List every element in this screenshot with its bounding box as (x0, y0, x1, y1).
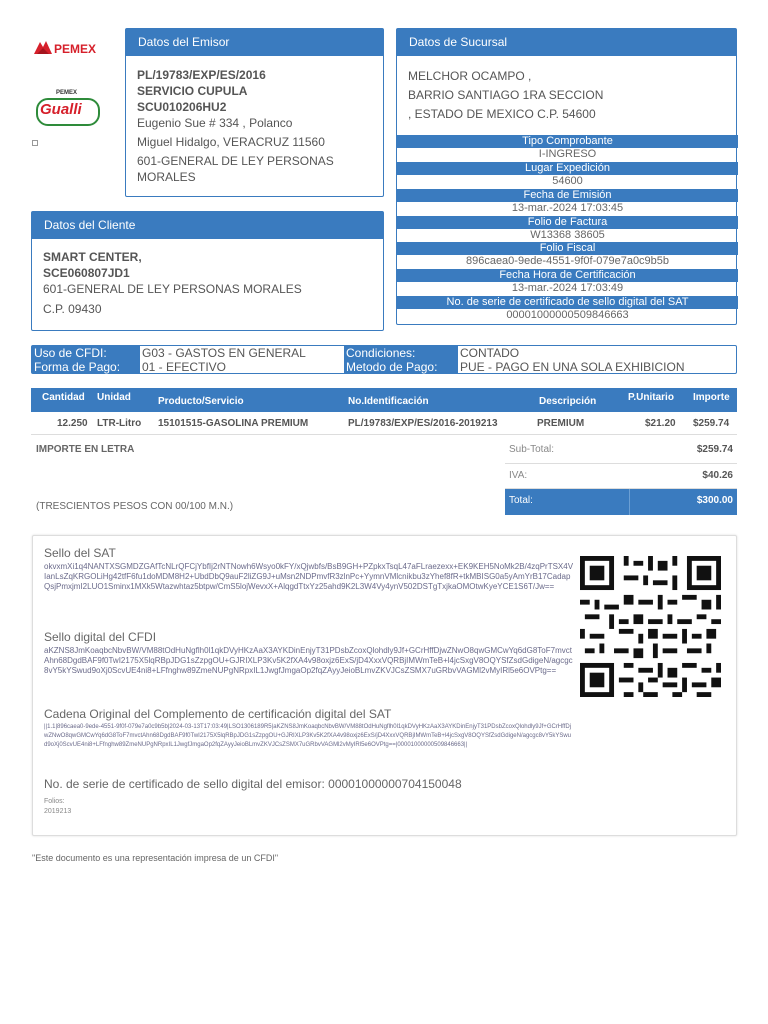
footer-note: "Este documento es una representación impresa de un CFDI" (32, 853, 279, 863)
row-unidad: LTR-Litro (97, 418, 142, 429)
row-cantidad: 12.250 (57, 418, 88, 429)
folios-label: Folios: (44, 798, 65, 805)
col-descripcion: Descripción (539, 396, 597, 407)
sucursal-line3: , ESTADO DE MEXICO C.P. 54600 (408, 107, 596, 121)
cliente-rfc: SCE060807JD1 (43, 266, 130, 280)
gualli-logo-top: PEMEX (56, 90, 78, 96)
forma-pago-value: 01 - EFECTIVO (142, 360, 227, 374)
fecha-emision-label: Fecha de Emisión (397, 189, 738, 202)
uso-cfdi-value: G03 - GASTOS EN GENERAL (142, 346, 306, 360)
iva-row (505, 463, 737, 489)
items-table-header (31, 388, 737, 412)
sello-sat-title: Sello del SAT (44, 546, 116, 560)
tipo-comprobante-label: Tipo Comprobante (397, 135, 738, 148)
fecha-emision-value: 13-mar.-2024 17:03:45 (511, 202, 624, 214)
subtotal-value: $259.74 (696, 444, 733, 455)
emisor-permit: PL/19783/EXP/ES/2016 (137, 68, 266, 82)
folio-factura-label: Folio de Factura (397, 216, 738, 229)
sucursal-box (396, 28, 737, 325)
condiciones-label: Condiciones: (346, 346, 416, 360)
tipo-comprobante-value: I-INGRESO (538, 148, 597, 160)
iva-label: IVA: (509, 470, 528, 481)
row-no-identificacion: PL/19783/EXP/ES/2016-2019213 (348, 418, 498, 429)
small-mark-icon (32, 140, 38, 146)
serie-emisor: No. de serie de certificado de sello digital del emisor: 00001000000704150048 (44, 777, 462, 791)
sucursal-line1: MELCHOR OCAMPO , (408, 69, 532, 83)
total-row (505, 489, 737, 515)
col-punitario: P.Unitario (628, 392, 674, 403)
folio-factura-value: W13368 38605 (530, 229, 605, 241)
sucursal-line2: BARRIO SANTIAGO 1RA SECCION (408, 88, 604, 102)
fecha-certificacion-label: Fecha Hora de Certificación (397, 269, 738, 282)
emisor-name: SERVICIO CUPULA (137, 84, 248, 98)
row-punitario: $21.20 (645, 418, 676, 429)
sello-cfdi-text: aKZNS8JmKoaqbcNbvBW/VM88tOdHuNgflh0l1qkDVyHKzAaX3AYKDinEnjyT31PDsbZcoxQlohdly9Jf+GCrHffDjwZNwO8qwGMCwYq6dG8ToF7mvctAhn68DgdBAF9f0TwI2175X5lqRBpJDG1sZzpgOU+GJRIXLP3Kv5K2fXA4v98oxjz6ExS/jD4XxxVQRBjIMWmTeB+l4jcSxgV8OQYSfZsdGdigeN/agcgc8vY5kYSwud9oXj0ScvUE4ni8+LFfnghw89ZmeNUPgNRpxIL1JwgfJmgaOp2fqZAyyJeioBLmvZKVJCsZSMX7uGRbvVAGMl2vMyIRl5e6OVPtg== (44, 646, 573, 675)
folios-value: 2019213 (44, 808, 72, 815)
total-value: $300.00 (696, 495, 733, 506)
pemex-logo-text: PEMEX (54, 42, 97, 56)
emisor-rfc: SCU010206HU2 (137, 100, 227, 114)
cfdi-band (31, 345, 737, 374)
emisor-regimen: 601-GENERAL DE LEY PERSONAS (137, 154, 334, 168)
lugar-expedicion-value: 54600 (552, 175, 583, 187)
serie-sat-value: 00001000000509846663 (506, 309, 629, 321)
col-unidad: Unidad (97, 392, 131, 403)
cliente-header: Datos del Cliente (32, 212, 383, 239)
cliente-regimen: 601-GENERAL DE LEY PERSONAS MORALES (43, 282, 302, 296)
gualli-logo-text: Gualli (40, 101, 82, 118)
subtotal-label: Sub-Total: (509, 444, 555, 455)
sello-sat-text: okvxmXi1q4NANTXSGMDZGAfTcNLrQFCjYbfIj2rNTNowh6Wsyo0kFY/xQjwbfs/BsB9GH+PZpkxTsqL47aFLraezexx+EK9KEH5NoMk2B/4zqPrTSX4VIanLsZqKRGOLiHg42tfF6fu1doMDM8H2+UbdDbQ9auF2liZG9J+uMsn2NDPmvfR3zlnPc+YymnVMlcnikbu3zYhef8fR+tkMBISG0a5yAmYrB17CadapQsjPmxjmI2LUO1Sminx1MXk5Wtazwhtaz5btpw/CmS5lojWevxX+AlqgdTtxYz25ahd9K2L3W4Vy4ynV502DSTgTxjkaOMOtwKyeYCE1S6T/Jw== (44, 562, 574, 591)
emisor-regimen-cont: MORALES (137, 170, 196, 184)
iva-value: $40.26 (702, 470, 733, 481)
sello-cfdi-title: Sello digital del CFDI (44, 630, 157, 644)
cadena-title: Cadena Original del Complemento de certificación digital del SAT (44, 707, 392, 721)
col-cantidad: Cantidad (42, 392, 85, 403)
importe-letra-label: IMPORTE EN LETRA (36, 444, 135, 455)
metodo-pago-value: PUE - PAGO EN UNA SOLA EXHIBICION (460, 360, 685, 374)
forma-pago-label: Forma de Pago: (34, 360, 121, 374)
sucursal-header: Datos de Sucursal (397, 29, 736, 56)
condiciones-value: CONTADO (460, 346, 520, 360)
serie-sat-label: No. de serie de certificado de sello digital del SAT (397, 296, 738, 309)
folio-fiscal-value: 896caea0-9ede-4551-9f0f-079e7a0c9b5b (465, 255, 670, 267)
col-producto: Producto/Servicio (158, 396, 244, 407)
row-producto: 15101515-GASOLINA PREMIUM (158, 418, 309, 429)
fecha-certificacion-value: 13-mar.-2024 17:03:49 (511, 282, 624, 294)
metodo-pago-label: Metodo de Pago: (346, 360, 438, 374)
subtotal-row (505, 438, 737, 464)
emisor-box (125, 28, 384, 197)
row-importe: $259.74 (693, 418, 730, 429)
col-importe: Importe (693, 392, 730, 403)
cadena-text: ||1.1|896caea0-9ede-4551-9f0f-079e7a0c9b5b|2024-03-13T17:03:49|LSO1306189R5|aKZNS8JmKoaqbcNbvBW/VM88tOdHuNgflh0l1qkDVyHKzAaX3AYKDinEnjyT31PDsbZcoxQlohdly9Jf+GCrHffDjwZNwO8qwGMCwYq6dG8ToF7mvctAhn68DgdBAF9f0TwI2175X5lqRBpJDG1sZzpgOU+GJRIXLP3Kv5K2fXA4v98oxjz6ExS/jD4XxxVQRBjIMWmTeB+l4jcSxgV8OQYSfZsdGdigeN/agcgc8vY5kYSwud9oXj0ScvUE4ni8+LFfnghw89ZmeNUPgNRpxIL1JwgfJmgaOp2fqZAyyJeioBLmvZKVJCsZSMX7uGRbvVAGMl2vMyIRl5e6OVPtg==|00001000000509846663|| (44, 724, 572, 748)
cliente-box (31, 211, 384, 331)
table-row (31, 414, 737, 435)
emisor-header: Datos del Emisor (126, 29, 383, 56)
pemex-logo (32, 38, 107, 60)
emisor-address: Eugenio Sue # 334 , Polanco (137, 116, 293, 130)
importe-letra-value: (TRESCIENTOS PESOS CON 00/100 M.N.) (36, 501, 234, 512)
row-descripcion: PREMIUM (537, 418, 585, 429)
cliente-cp: C.P. 09430 (43, 302, 102, 316)
qr-code-icon (580, 556, 721, 697)
sat-panel (32, 535, 737, 836)
total-label: Total: (509, 495, 533, 506)
pemex-eagle-icon (32, 38, 54, 58)
emisor-city: Miguel Hidalgo, VERACRUZ 11560 (137, 135, 325, 149)
cliente-name: SMART CENTER, (43, 250, 142, 264)
lugar-expedicion-label: Lugar Expedición (397, 162, 738, 175)
uso-cfdi-label: Uso de CFDI: (34, 346, 107, 360)
gualli-logo (34, 92, 98, 124)
folio-fiscal-label: Folio Fiscal (397, 242, 738, 255)
col-no-identificacion: No.Identificación (348, 396, 429, 407)
